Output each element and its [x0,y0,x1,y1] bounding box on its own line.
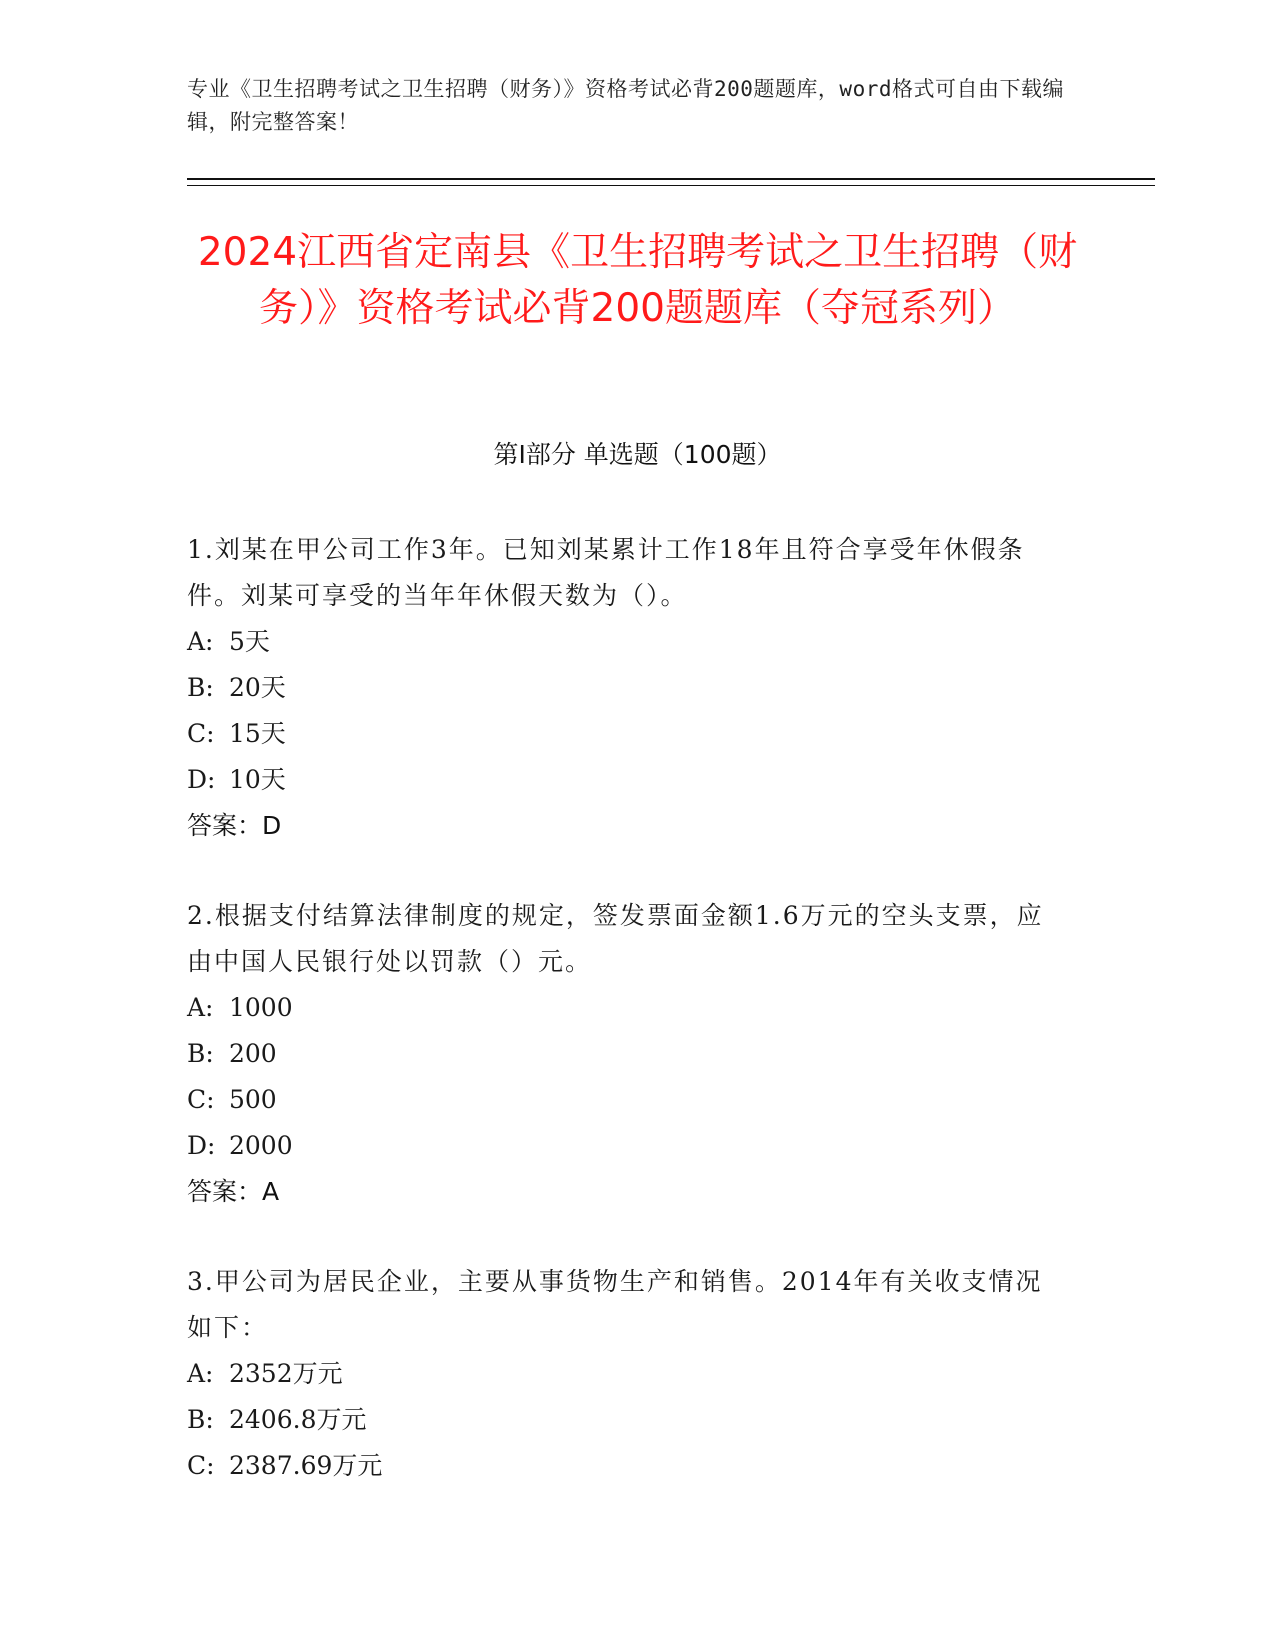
option-letter: B: [187,673,214,702]
option-text: 2406.8万元 [229,1405,367,1434]
option-letter: D: [187,765,216,794]
option-letter: B: [187,1039,214,1068]
option-letter: A: [187,1359,214,1388]
option-text: 200 [229,1039,277,1068]
option-b [187,1031,1067,1077]
option-text: 500 [229,1085,277,1114]
option-b [187,665,1067,711]
question-stem: 1.刘某在甲公司工作3年。已知刘某累计工作18年且符合享受年休假条件。刘某可享受的当年年休假天数为（）。 [187,535,1025,610]
option-c [187,711,1067,757]
option-c [187,1077,1067,1123]
question-2 [187,893,1067,1215]
question-3 [187,1259,1067,1489]
option-letter: D: [187,1131,216,1160]
option-letter: C: [187,1085,215,1114]
answer-line: 答案：D [187,811,282,840]
option-d [187,757,1067,803]
question-list [187,527,1067,1533]
document-title: 2024江西省定南县《卫生招聘考试之卫生招聘（财务）》资格考试必背200题题库（夺冠系列） [197,230,1078,331]
question-stem: 3.甲公司为居民企业，主要从事货物生产和销售。2014年有关收支情况如下： [187,1267,1043,1342]
option-a [187,619,1067,665]
option-text: 15天 [229,719,286,748]
option-text: 1000 [229,993,293,1022]
option-b [187,1397,1067,1443]
section-heading: 第I部分 单选题（100题） [493,440,782,469]
option-text: 10天 [229,765,286,794]
answer-line: 答案：A [187,1177,280,1206]
question-1 [187,527,1067,849]
option-text: 2352万元 [229,1359,343,1388]
option-d [187,1123,1067,1169]
option-letter: C: [187,719,215,748]
option-text: 20天 [229,673,286,702]
option-text: 5天 [229,627,270,656]
header-rule-thick [187,178,1155,180]
option-a [187,1351,1067,1397]
option-letter: A: [187,627,214,656]
option-c [187,1443,1067,1489]
option-letter: A: [187,993,214,1022]
option-a [187,985,1067,1031]
header-note: 专业《卫生招聘考试之卫生招聘（财务）》资格考试必背200题题库，word格式可自由下载编辑，附完整答案！ [187,77,1064,134]
option-text: 2387.69万元 [229,1451,383,1480]
option-letter: B: [187,1405,214,1434]
question-stem: 2.根据支付结算法律制度的规定，签发票面金额1.6万元的空头支票，应由中国人民银行处以罚款（）元。 [187,901,1044,976]
header-rule-thin [187,185,1155,186]
option-text: 2000 [229,1131,293,1160]
option-letter: C: [187,1451,215,1480]
